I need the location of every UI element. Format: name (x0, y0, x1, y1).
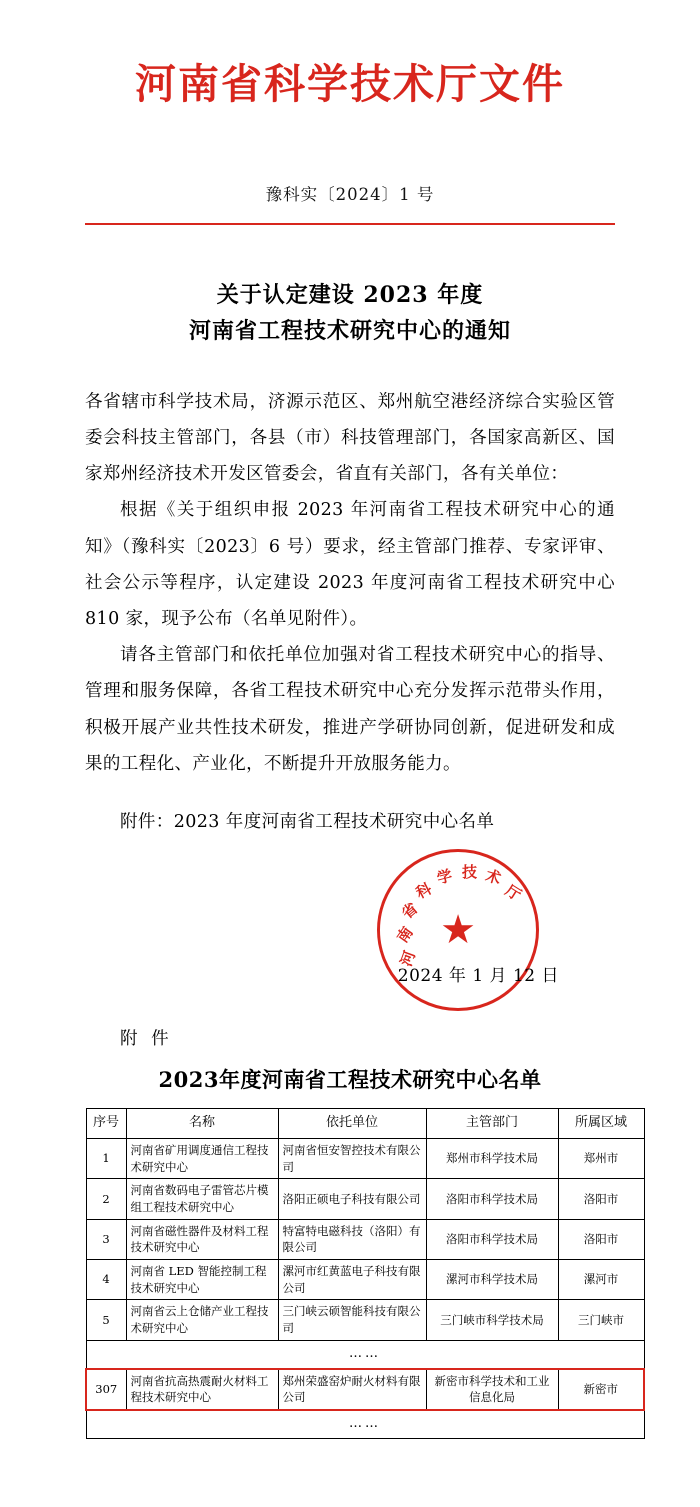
cell-ellipsis: …… (86, 1410, 644, 1438)
cell-name: 河南省磁性器件及材料工程技术研究中心 (126, 1219, 278, 1259)
cell-no: 5 (86, 1300, 126, 1340)
column-header-unit: 依托单位 (278, 1109, 426, 1139)
cell-area: 洛阳市 (558, 1179, 644, 1219)
cell-unit: 郑州荣盛窑炉耐火材料有限公司 (278, 1369, 426, 1410)
body-paragraph-salutation: 各省辖市科学技术局，济源示范区、郑州航空港经济综合实验区管委会科技主管部门，各县（市）科技管理部门，各国家高新区、国家郑州经济技术开发区管委会，省直有关部门，各有关单位： (85, 391, 615, 485)
cell-name: 河南省 LED 智能控制工程技术研究中心 (126, 1259, 278, 1299)
cell-dept: 漯河市科学技术局 (426, 1259, 558, 1299)
table-ellipsis-row (86, 1340, 644, 1368)
cell-area: 三门峡市 (558, 1300, 644, 1340)
cell-dept: 新密市科学技术和工业信息化局 (426, 1369, 558, 1410)
cell-unit: 河南省恒安智控技术有限公司 (278, 1138, 426, 1178)
cell-area: 洛阳市 (558, 1219, 644, 1259)
cell-name: 河南省数码电子雷管芯片模组工程技术研究中心 (126, 1179, 278, 1219)
document-number: 豫科实〔2024〕1 号 (265, 185, 435, 205)
cell-ellipsis: …… (86, 1340, 644, 1368)
table-row (86, 1300, 644, 1340)
cell-unit: 漯河市红黄蓝电子科技有限公司 (278, 1259, 426, 1299)
cell-no: 3 (86, 1219, 126, 1259)
table-row (86, 1259, 644, 1299)
body-paragraph-2: 请各主管部门和依托单位加强对省工程技术研究中心的指导、管理和服务保障，各省工程技术研究中心充分发挥示范带头作用，积极开展产业共性技术研发，推进产学研协同创新，促进研发和成果的工程化、产业化，不断提升开放服务能力。 (85, 645, 615, 774)
seal-ring: ★ 河 南 省 科 学 技 术 厅 (393, 863, 525, 969)
table-header-row (86, 1109, 644, 1139)
document-title (85, 277, 615, 350)
document-title-line-2: 河南省工程技术研究中心的通知 (188, 318, 511, 345)
cell-dept: 三门峡市科学技术局 (426, 1300, 558, 1340)
table-row (86, 1138, 644, 1178)
issue-date: 2024 年 1 月 12 日 (397, 966, 559, 987)
annex-title: 2023年度河南省工程技术研究中心名单 (158, 1067, 542, 1093)
seal-area (85, 843, 615, 1003)
cell-unit: 洛阳正硕电子科技有限公司 (278, 1179, 426, 1219)
cell-dept: 洛阳市科学技术局 (426, 1219, 558, 1259)
seal-star-icon: ★ (440, 907, 476, 954)
cell-no: 307 (86, 1369, 126, 1410)
column-header-name: 名称 (126, 1109, 278, 1139)
table-row (86, 1219, 644, 1259)
cell-dept: 洛阳市科学技术局 (426, 1179, 558, 1219)
red-divider-rule (85, 223, 615, 225)
cell-unit: 三门峡云硕智能科技有限公司 (278, 1300, 426, 1340)
cell-unit: 特富特电磁科技（洛阳）有限公司 (278, 1219, 426, 1259)
document-body (85, 384, 615, 782)
attachment-note: 附件：2023 年度河南省工程技术研究中心名单 (120, 812, 495, 833)
cell-dept: 郑州市科学技术局 (426, 1138, 558, 1178)
table-row (86, 1179, 644, 1219)
column-header-area: 所属区域 (558, 1109, 644, 1139)
masthead (85, 0, 615, 107)
annex-label: 附 件 (120, 1029, 173, 1050)
cell-area: 漯河市 (558, 1259, 644, 1299)
column-header-dept: 主管部门 (426, 1109, 558, 1139)
cell-name: 河南省抗高热震耐火材料工程技术研究中心 (126, 1369, 278, 1410)
body-paragraph-1: 根据《关于组织申报 2023 年河南省工程技术研究中心的通知》（豫科实〔2023〕6 号）要求，经主管部门推荐、专家评审、社会公示等程序，认定建设 2023 年度河南省工程技术研究中心 810 家，现予公布（名单见附件）。 (85, 500, 615, 629)
cell-name: 河南省云上仓储产业工程技术研究中心 (126, 1300, 278, 1340)
cell-name: 河南省矿用调度通信工程技术研究中心 (126, 1138, 278, 1178)
cell-no: 4 (86, 1259, 126, 1299)
column-header-no: 序号 (86, 1109, 126, 1139)
annex-table (85, 1108, 645, 1439)
table-row-highlighted (86, 1369, 644, 1410)
cell-no: 2 (86, 1179, 126, 1219)
masthead-title: 河南省科学技术厅文件 (135, 60, 565, 108)
cell-area: 新密市 (558, 1369, 644, 1410)
cell-no: 1 (86, 1138, 126, 1178)
cell-area: 郑州市 (558, 1138, 644, 1178)
document-title-line-1: 关于认定建设 2023 年度 (216, 282, 484, 309)
table-ellipsis-row (86, 1410, 644, 1438)
official-seal (377, 849, 539, 1011)
